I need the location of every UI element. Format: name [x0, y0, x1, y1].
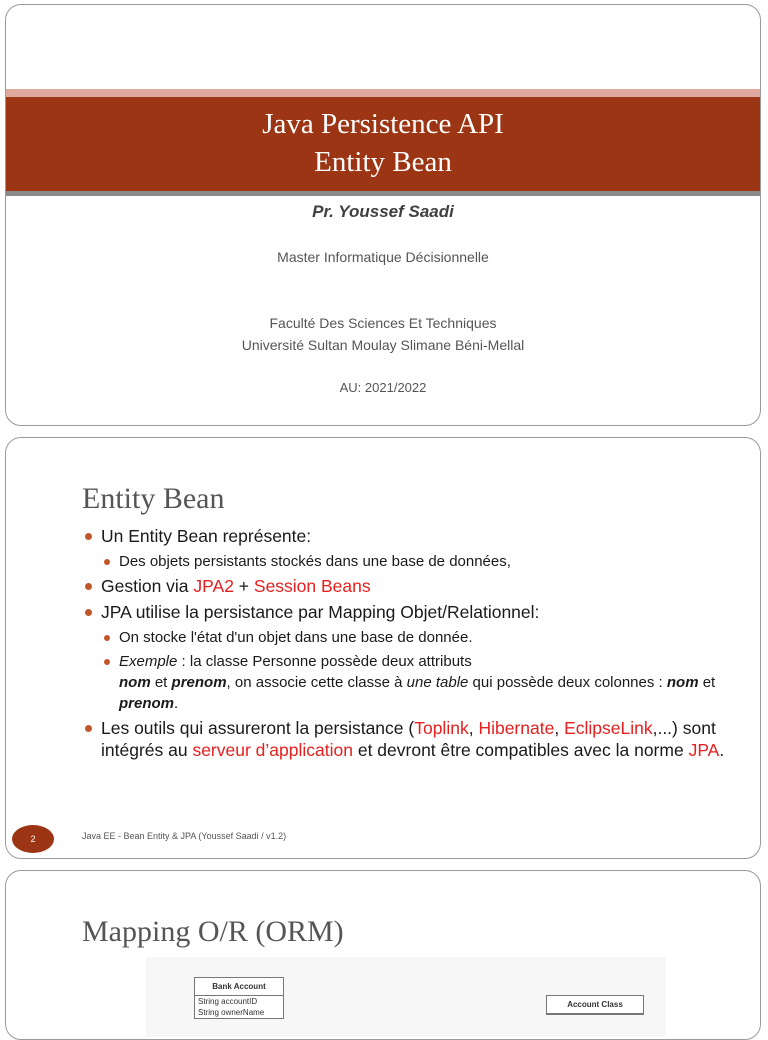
orm-diagram — [146, 957, 666, 1037]
account-class-box — [546, 995, 644, 1015]
bank-account-attr: String ownerName — [198, 1008, 265, 1017]
entity-bean-slide — [5, 437, 761, 859]
program-name: Master Informatique Décisionnelle — [277, 249, 489, 265]
sub-bullet-text: Des objets persistants stockés dans une base de données, — [119, 553, 511, 570]
highlight-toplink: Toplink — [414, 718, 469, 738]
bullet-text: Un Entity Bean représente: — [101, 526, 312, 546]
slide-title: Entity Bean — [82, 482, 225, 515]
slide-title-block — [6, 105, 760, 181]
highlight-jpa: JPA — [688, 740, 720, 760]
bank-account-attr: String accountID — [198, 997, 258, 1006]
sub-bullet-persistent-objects — [82, 551, 732, 572]
title-band-highlight — [6, 89, 760, 97]
account-class-title: Account Class — [547, 996, 643, 1014]
page-number-badge: 2 — [12, 825, 54, 853]
bullet-text: JPA utilise la persistance par Mapping Objet/Relationnel: — [101, 602, 540, 622]
bank-account-title: Bank Account — [195, 978, 283, 996]
slide-title: Mapping O/R (ORM) — [82, 915, 344, 948]
bullet-text: Les outils qui assureront la persistance ( — [101, 718, 415, 738]
bullet-gestion — [82, 575, 732, 597]
attr-nom: nom — [119, 674, 151, 691]
bullet-text: et devront être compatibles avec la norme — [352, 740, 689, 760]
slide-footer: Java EE - Bean Entity & JPA (Youssef Saadi / v1.2) — [82, 831, 287, 841]
example-text: : la classe Personne possède deux attributs — [177, 653, 472, 670]
column-nom: nom — [666, 674, 699, 691]
university-name: Université Sultan Moulay Slimane Béni-Mellal — [241, 337, 525, 353]
conjunction: et — [698, 674, 716, 691]
sub-bullet-example — [82, 651, 732, 714]
bullet-persistence-tools — [82, 717, 732, 761]
bullet-text: Gestion via — [101, 576, 194, 596]
sub-bullet-text: On stocke l'état d'un objet dans une base de donnée. — [119, 629, 473, 646]
academic-year: AU: 2021/2022 — [339, 380, 427, 395]
highlight-session-beans: Session Beans — [253, 576, 371, 596]
title-band-shadow — [6, 191, 760, 196]
bank-account-class-box — [194, 977, 284, 1019]
comma: , — [468, 718, 479, 738]
bullet-entity-bean — [82, 525, 732, 547]
highlight-serveur-application: serveur d’application — [192, 740, 353, 760]
title-slide — [5, 4, 761, 426]
example-label: Exemple — [119, 653, 178, 670]
plus-sign: + — [233, 576, 254, 596]
comma: , — [554, 718, 565, 738]
highlight-jpa2: JPA2 — [193, 576, 234, 596]
title-line-2: Entity Bean — [314, 146, 452, 178]
conjunction: et — [150, 674, 172, 691]
slide-content — [82, 525, 732, 765]
column-prenom: prenom — [119, 695, 175, 712]
bullet-jpa-mapping — [82, 601, 732, 623]
highlight-eclipselink: EclipseLink — [564, 718, 653, 738]
example-text: , on associe cette classe à — [226, 674, 407, 691]
faculty-name: Faculté Des Sciences Et Techniques — [269, 315, 497, 331]
une-table: une table — [406, 674, 469, 691]
period: . — [174, 695, 179, 712]
highlight-hibernate: Hibernate — [478, 718, 555, 738]
example-text: qui possède deux colonnes : — [468, 674, 667, 691]
sub-bullet-state-storage — [82, 627, 732, 648]
period: . — [719, 740, 725, 760]
author-name: Pr. Youssef Saadi — [312, 202, 454, 221]
mapping-orm-slide — [5, 870, 761, 1040]
title-line-1: Java Persistence API — [262, 108, 504, 140]
attr-prenom: prenom — [171, 674, 227, 691]
bullet-text: ,...) sont intégrés au — [101, 718, 716, 760]
